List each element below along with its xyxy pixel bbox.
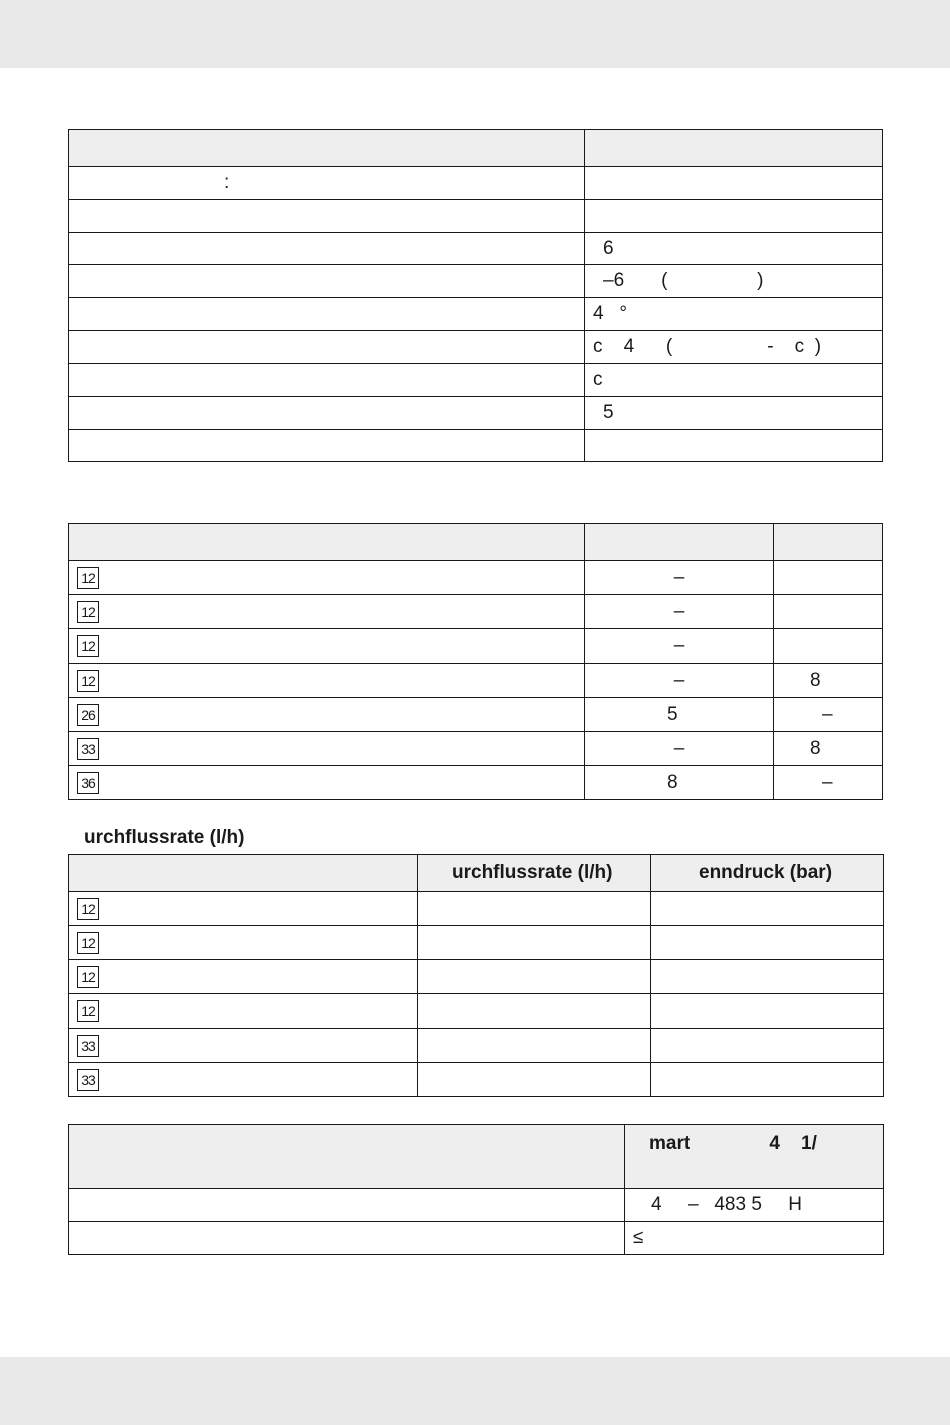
value-cell: 4 – 483 5 H xyxy=(625,1189,884,1222)
value-cell xyxy=(585,430,883,462)
header-cell xyxy=(774,524,883,561)
value-cell xyxy=(418,892,651,926)
table-row xyxy=(69,766,883,800)
item-number-badge: 26 xyxy=(77,704,99,726)
value-cell xyxy=(418,960,651,994)
header-cell xyxy=(585,524,774,561)
item-number-badge: 12 xyxy=(77,1000,99,1022)
value-cell: 4 ° xyxy=(585,298,883,331)
label-cell xyxy=(69,1222,625,1255)
item-number-badge: 12 xyxy=(77,966,99,988)
value-cell xyxy=(774,595,883,629)
table-header xyxy=(69,524,883,561)
value-cell: ≤ xyxy=(625,1222,884,1255)
value-cell xyxy=(418,1029,651,1063)
label-cell xyxy=(69,430,585,462)
value-cell: – xyxy=(585,664,774,698)
value-cell: – xyxy=(774,698,883,732)
item-number-badge: 12 xyxy=(77,670,99,692)
value-cell: 5 xyxy=(585,698,774,732)
header-cell xyxy=(69,130,585,167)
value-cell: –6 ( ) xyxy=(585,265,883,298)
item-number-badge: 33 xyxy=(77,1069,99,1091)
value-cell: 8 xyxy=(774,732,883,766)
value-cell xyxy=(651,926,884,960)
header-cell xyxy=(69,1125,625,1189)
value-cell xyxy=(418,994,651,1029)
table-row xyxy=(69,167,883,200)
table-row xyxy=(69,1063,884,1097)
table-row xyxy=(69,298,883,331)
table-row xyxy=(69,265,883,298)
table-row xyxy=(69,892,884,926)
label-cell xyxy=(69,364,585,397)
value-cell xyxy=(651,1063,884,1097)
value-cell xyxy=(585,561,774,595)
value-cell: 8 xyxy=(585,766,774,800)
table-row xyxy=(69,629,883,664)
label-cell xyxy=(69,265,585,298)
table-row xyxy=(69,994,884,1029)
item-number-badge: 36 xyxy=(77,772,99,794)
value-cell xyxy=(585,167,883,200)
table-row xyxy=(69,233,883,265)
table-row xyxy=(69,926,884,960)
table-row xyxy=(69,732,883,766)
spec-table-4 xyxy=(68,1124,884,1255)
label-cell xyxy=(69,1189,625,1222)
value-cell: 8 xyxy=(774,664,883,698)
table-row xyxy=(69,1029,884,1063)
value-cell xyxy=(418,1063,651,1097)
table-header xyxy=(69,855,884,892)
item-number-badge: 12 xyxy=(77,932,99,954)
value-cell xyxy=(774,561,883,595)
table-row xyxy=(69,331,883,364)
item-number-badge: 12 xyxy=(77,635,99,657)
value-cell xyxy=(774,629,883,664)
label-cell xyxy=(69,233,585,265)
value-cell: – xyxy=(585,732,774,766)
bottom-band xyxy=(0,1357,950,1425)
table-row xyxy=(69,397,883,430)
header-cell xyxy=(585,130,883,167)
table-header xyxy=(69,1125,884,1189)
table-3-caption: urchflussrate (l/h) xyxy=(84,827,245,848)
header-cell: mart 4 1/ xyxy=(625,1125,884,1189)
value-cell: c 4 ( - c ) xyxy=(585,331,883,364)
table-row xyxy=(69,364,883,397)
table-row xyxy=(69,561,883,595)
item-number-badge: 33 xyxy=(77,1035,99,1057)
item-number-badge: 33 xyxy=(77,738,99,760)
label-cell xyxy=(69,331,585,364)
value-cell xyxy=(418,926,651,960)
value-cell: – xyxy=(585,629,774,664)
spec-table-2 xyxy=(68,523,883,800)
table-row xyxy=(69,595,883,629)
flow-rate-table xyxy=(68,854,884,1097)
table-row xyxy=(69,200,883,233)
header-cell: enndruck (bar) xyxy=(651,855,884,892)
header-cell xyxy=(69,855,418,892)
item-number-badge: 12 xyxy=(77,601,99,623)
header-cell: urchflussrate (l/h) xyxy=(418,855,651,892)
value-cell xyxy=(651,960,884,994)
label-cell xyxy=(69,397,585,430)
table-row xyxy=(69,664,883,698)
table-header xyxy=(69,130,883,167)
table-row xyxy=(69,960,884,994)
value-cell: 5 xyxy=(585,397,883,430)
spec-table-1 xyxy=(68,129,883,462)
value-text: – xyxy=(673,566,685,588)
header-cell xyxy=(69,524,585,561)
value-cell: 6 xyxy=(585,233,883,265)
label-cell xyxy=(69,200,585,233)
label-cell: : xyxy=(69,167,585,200)
value-cell: c xyxy=(585,364,883,397)
label-cell xyxy=(69,298,585,331)
table-row xyxy=(69,430,883,462)
table-row xyxy=(69,1189,884,1222)
value-cell xyxy=(651,994,884,1029)
value-cell xyxy=(651,892,884,926)
item-number-badge: 12 xyxy=(77,567,99,589)
value-cell: – xyxy=(585,595,774,629)
item-number-badge: 12 xyxy=(77,898,99,920)
value-cell: – xyxy=(774,766,883,800)
value-cell xyxy=(585,200,883,233)
value-cell xyxy=(651,1029,884,1063)
table-row xyxy=(69,698,883,732)
table-row xyxy=(69,1222,884,1255)
top-band xyxy=(0,0,950,68)
